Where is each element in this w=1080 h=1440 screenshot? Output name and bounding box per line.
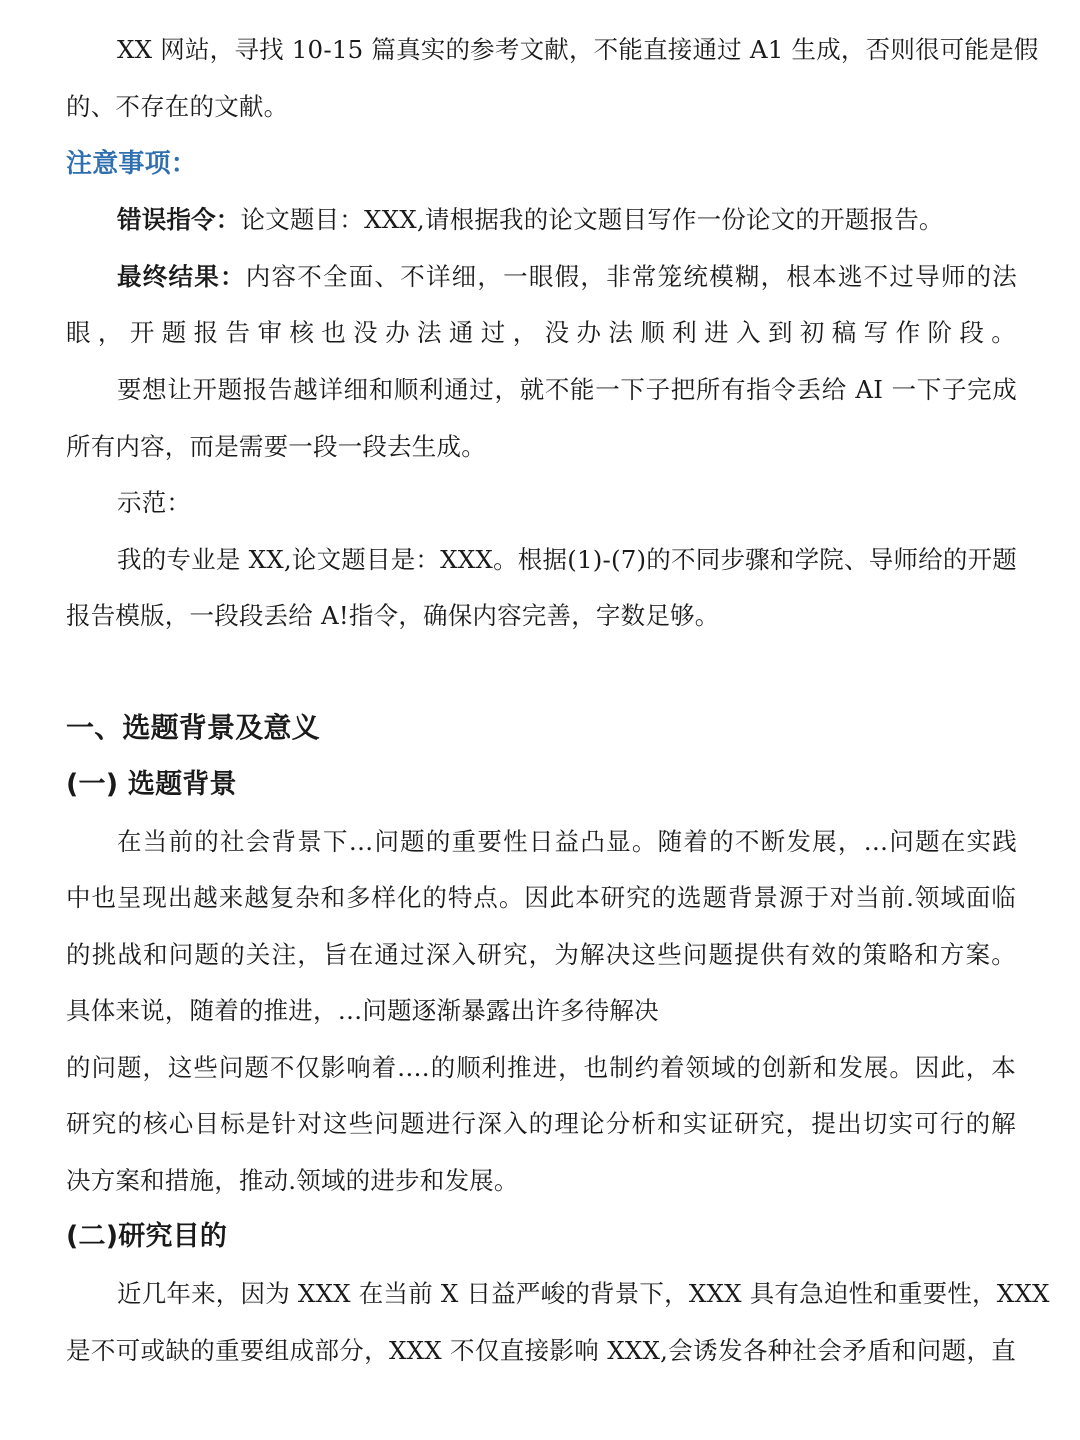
final-result-line-1 [117, 260, 1017, 294]
background-line-6: 研究的核心目标是针对这些问题进行深入的理论分析和实证研究，提出切实可行的解 [66, 1109, 1016, 1138]
purpose-line-2: 是不可或缺的重要组成部分，XXX 不仅直接影响 XXX,会诱发各种社会矛盾和问题，直 [66, 1336, 1016, 1365]
section-1-heading: 一、选题背景及意义 [66, 711, 320, 744]
intro-line-2: 的、不存在的文献。 [66, 92, 289, 121]
background-line-5: 的问题，这些问题不仅影响着.…的顺利推进，也制约着领域的创新和发展。因此，本 [66, 1053, 1016, 1082]
demo-line-2: 报告模版，一段段丢给 A!指令，确保内容完善，字数足够。 [66, 601, 720, 630]
subsection-2-heading: (二)研究目的 [66, 1221, 228, 1252]
final-result-label: 最终结果： [117, 262, 246, 291]
wrong-instruction-label: 错误指令： [117, 205, 241, 234]
wrong-instruction-paragraph [117, 203, 1017, 237]
advice-line-2: 所有内容，而是需要一段一段去生成。 [66, 432, 486, 461]
subsection-1-heading: (一) 选题背景 [66, 769, 237, 800]
background-line-7: 决方案和措施，推动.领域的进步和发展。 [66, 1166, 519, 1195]
background-line-4: 具体来说，随着的推进，…问题逐渐暴露出许多待解决 [66, 996, 659, 1025]
demo-label: 示范： [117, 488, 192, 517]
intro-line-1: XX 网站，寻找 10-15 篇真实的参考文献，不能直接通过 A1 生成，否则很可能是假 [117, 35, 1039, 64]
final-result-line-2: 眼，开题报告审核也没办法通过，没办法顺利进入到初稿写作阶段。 [66, 318, 1016, 347]
advice-line-1: 要想让开题报告越详细和顺利通过，就不能一下子把所有指令丢给 AI 一下子完成 [117, 375, 1017, 404]
background-line-1: 在当前的社会背景下…问题的重要性日益凸显。随着的不断发展，…问题在实践 [117, 827, 1017, 856]
background-line-3: 的挑战和问题的关注，旨在通过深入研究，为解决这些问题提供有效的策略和方案。 [66, 940, 1016, 969]
purpose-line-1: 近几年来，因为 XXX 在当前 X 日益严峻的背景下，XXX 具有急迫性和重要性，XXX [117, 1279, 1050, 1308]
final-result-text-1: 内容不全面、不详细，一眼假，非常笼统模糊，根本逃不过导师的法 [245, 262, 1018, 291]
wrong-instruction-text: 论文题目：XXX,请根据我的论文题目写作一份论文的开题报告。 [240, 205, 944, 234]
background-line-2: 中也呈现出越来越复杂和多样化的特点。因此本研究的选题背景源于对当前.领域面临 [66, 883, 1016, 912]
demo-line-1: 我的专业是 XX,论文题目是：XXX。根据(1)-(7)的不同步骤和学院、导师给的开题 [117, 545, 1017, 574]
notice-heading: 注意事项： [66, 149, 198, 179]
